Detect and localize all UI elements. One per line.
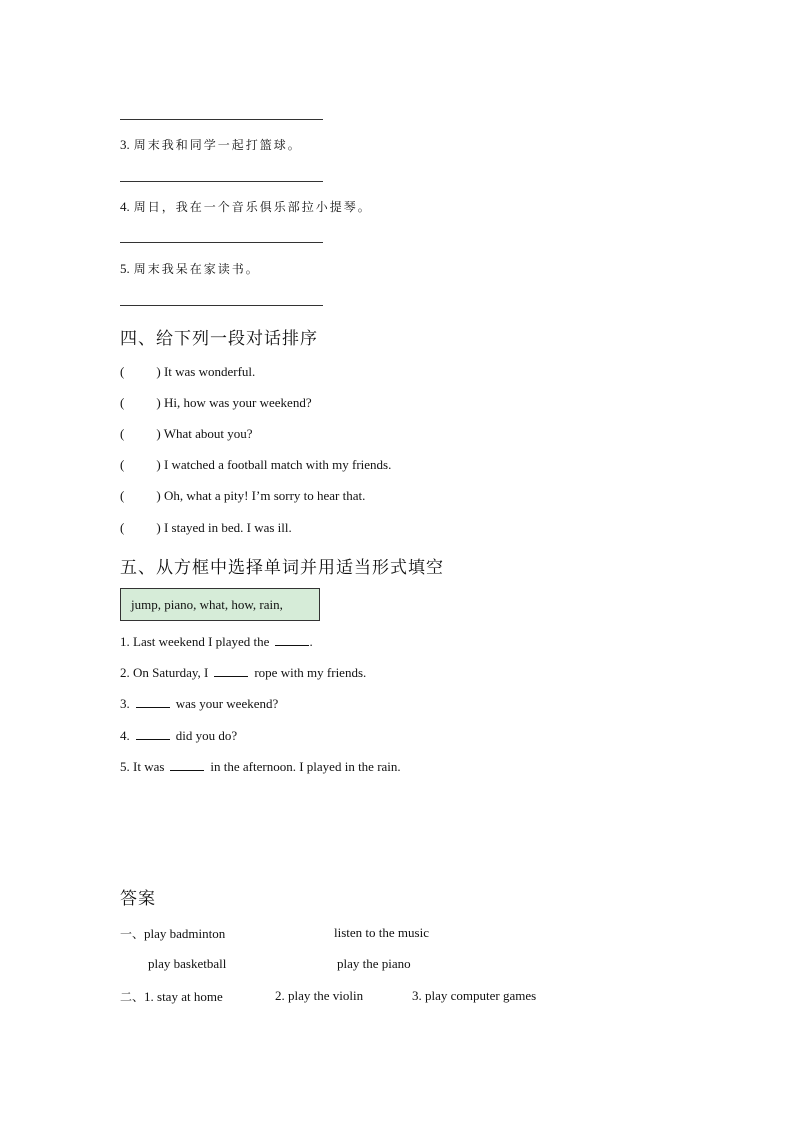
section4-title: 四、给下列一段对话排序	[120, 329, 318, 349]
answer-text: play badminton	[144, 926, 226, 941]
blank-field[interactable]	[136, 729, 170, 740]
blank-field[interactable]	[136, 697, 170, 708]
item-number: 4.	[120, 199, 130, 214]
item-text-before: 4.	[120, 728, 130, 743]
item-text-after: did you do?	[175, 728, 238, 743]
item-text: 周日，我在一个音乐俱乐部拉小提琴。	[133, 200, 372, 214]
fill-blank-item-4	[120, 728, 237, 744]
item-text: 周末我呆在家读书。	[133, 262, 260, 276]
item-text-after: was your weekend?	[175, 696, 279, 711]
dialogue-item[interactable]: ( ) It was wonderful.	[120, 364, 256, 379]
dialogue-item[interactable]: ( ) Oh, what a pity! I’m sorry to hear that.	[120, 488, 366, 503]
part-label: 二、	[120, 990, 145, 1004]
dialogue-text: I stayed in bed. I was ill.	[163, 520, 292, 535]
dialogue-item[interactable]: ( ) Hi, how was your weekend?	[120, 395, 312, 410]
answer-text: play basketball	[148, 956, 227, 971]
item-text-after: rope with my friends.	[254, 665, 367, 680]
answer-line-5[interactable]	[120, 305, 323, 306]
dialogue-text: What about you?	[163, 426, 253, 441]
word-box: jump, piano, what, how, rain,	[120, 588, 320, 621]
dialogue-text: Oh, what a pity! I’m sorry to hear that.	[163, 488, 366, 503]
item-number: 5.	[120, 261, 130, 276]
blank-field[interactable]	[170, 760, 204, 771]
dialogue-text: It was wonderful.	[163, 364, 256, 379]
dialogue-text: Hi, how was your weekend?	[163, 395, 312, 410]
fill-blank-item-3	[120, 696, 278, 712]
answer-line-3[interactable]	[120, 181, 323, 182]
item-text-after: in the afternoon. I played in the rain.	[210, 759, 401, 774]
dialogue-item[interactable]: ( ) What about you?	[120, 426, 253, 441]
item-text: 周末我和同学一起打篮球。	[133, 138, 302, 152]
answer-text: 2. play the violin	[275, 988, 364, 1003]
section5-title: 五、从方框中选择单词并用适当形式填空	[120, 558, 444, 578]
item-number: 3.	[120, 137, 130, 152]
item-text-before: 2. On Saturday, I	[120, 665, 209, 680]
answer-line-4[interactable]	[120, 242, 323, 243]
blank-field[interactable]	[214, 666, 248, 677]
answer-line-2[interactable]	[120, 119, 323, 120]
answer-text: listen to the music	[334, 925, 429, 940]
item-text-before: 3.	[120, 696, 130, 711]
fill-blank-item-2	[120, 665, 366, 681]
part-label: 一、	[120, 927, 145, 941]
item-text-before: 1. Last weekend I played the	[120, 634, 270, 649]
fill-blank-item-1	[120, 634, 313, 650]
answers-title: 答案	[120, 889, 156, 909]
answers-part2-label	[120, 988, 223, 1005]
fill-blank-item-5	[120, 759, 401, 775]
translation-item-5	[120, 260, 260, 278]
answer-text: play the piano	[337, 956, 411, 971]
dialogue-item[interactable]: ( ) I stayed in bed. I was ill.	[120, 520, 292, 535]
dialogue-item[interactable]: ( ) I watched a football match with my friends.	[120, 457, 392, 472]
answer-text: 3. play computer games	[412, 988, 537, 1003]
answers-part1-label	[120, 925, 225, 942]
answer-text: 1. stay at home	[144, 989, 223, 1004]
item-text-after: .	[309, 634, 313, 649]
translation-item-3	[120, 136, 302, 154]
blank-field[interactable]	[275, 635, 309, 646]
dialogue-text: I watched a football match with my friends.	[163, 457, 392, 472]
translation-item-4	[120, 198, 372, 216]
item-text-before: 5. It was	[120, 759, 165, 774]
